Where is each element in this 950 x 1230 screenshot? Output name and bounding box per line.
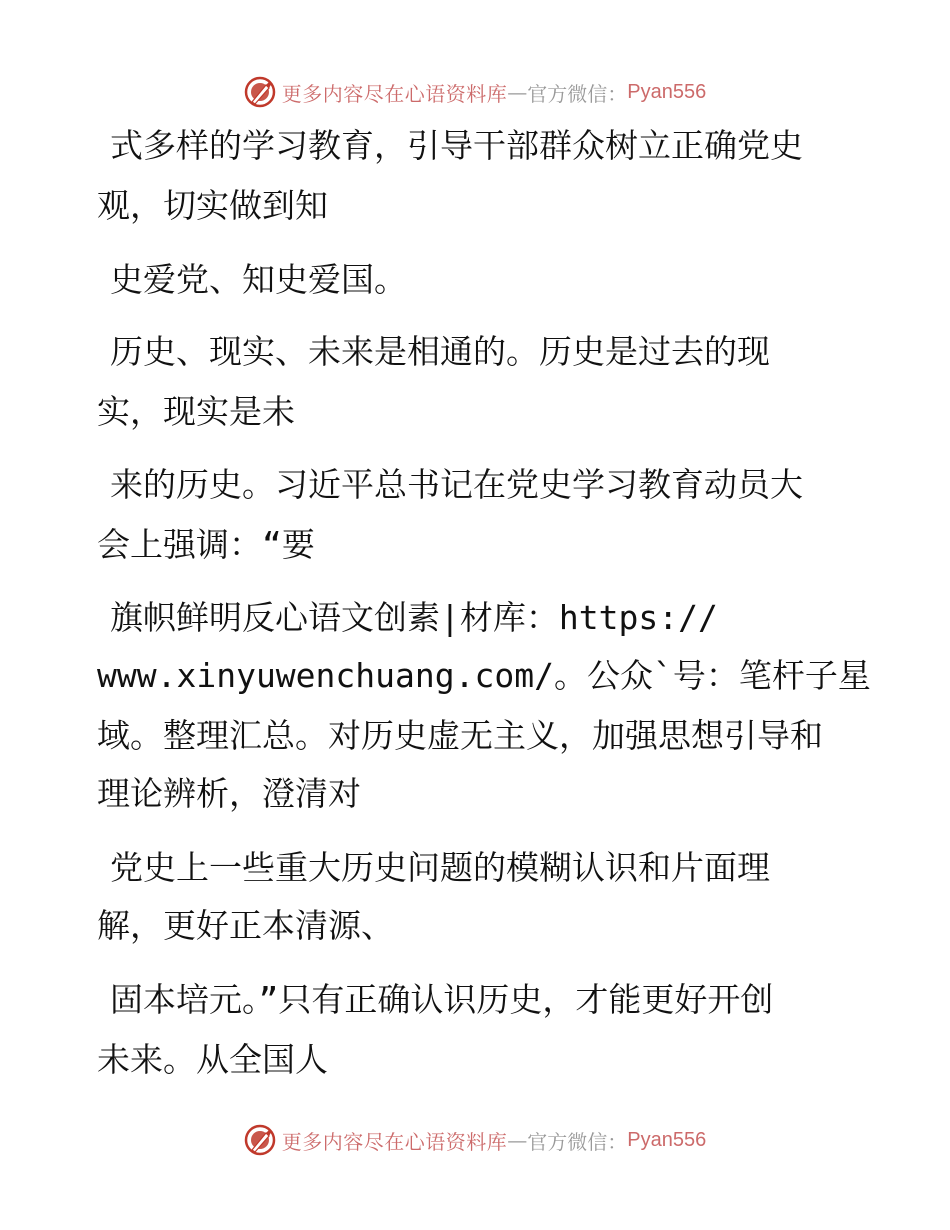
banner-wechat-id: Pyan556 (627, 80, 707, 103)
text-line: 实，现实是未 (97, 392, 295, 431)
text-line: 历史、现实、未来是相通的。历史是过去的现 (110, 332, 770, 371)
banner-wechat-label: 官方微信： (527, 1129, 628, 1154)
text-line: www.xinyuwenchuang.com/。公众`号：笔杆子星 (97, 656, 871, 695)
text-line: 来的历史。习近平总书记在党史学习教育动员大 (110, 465, 803, 504)
text-line: 旗帜鲜明反心语文创素|材库：https:// (110, 598, 718, 637)
text-line: 式多样的学习教育，引导干部群众树立正确党史 (110, 126, 803, 165)
text-line: 理论辨析，澄清对 (97, 774, 361, 813)
text-line: 史爱党、知史爱国。 (110, 260, 407, 299)
text-line: 域。整理汇总。对历史虚无主义，加强思想引导和 (97, 716, 823, 755)
text-line: 固本培元。”只有正确认识历史，才能更好开创 (110, 980, 774, 1019)
banner-wechat-id: Pyan556 (627, 1128, 707, 1151)
footer-banner (0, 1120, 950, 1160)
banner-wechat-label: 官方微信： (527, 81, 628, 106)
text-line: 解，更好正本清源、 (97, 906, 394, 945)
text-line: 党史上一些重大历史问题的模糊认识和片面理 (110, 848, 770, 887)
pen-logo-icon (244, 1124, 276, 1156)
banner-text: 更多内容尽在心语资料库 (281, 81, 508, 106)
banner-text: 更多内容尽在心语资料库 (281, 1129, 508, 1154)
banner-separator: — (507, 1128, 528, 1152)
text-line: 未来。从全国人 (97, 1040, 328, 1079)
text-line: 会上强调：“要 (97, 525, 315, 564)
text-line: 观，切实做到知 (97, 186, 328, 225)
banner-separator: — (507, 80, 528, 104)
